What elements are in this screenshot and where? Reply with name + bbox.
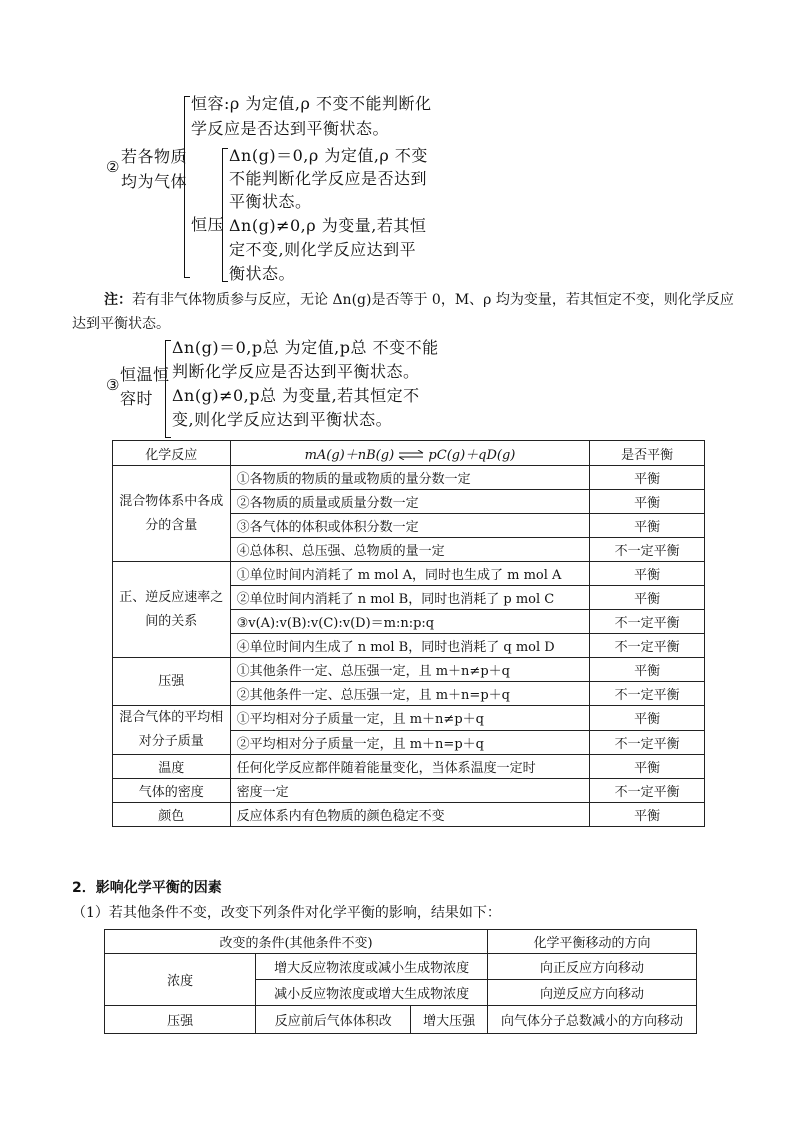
- table-row: [113, 658, 705, 682]
- category-pressure: 压强: [113, 658, 231, 706]
- cp-b-line1: Δn(g)≠0,ρ 为变量,若其恒: [229, 216, 427, 235]
- equation-left: mA(g)＋nB(g): [304, 447, 395, 463]
- result-cell: 不一定平衡: [590, 779, 705, 803]
- table-row: [113, 706, 705, 731]
- result-cell: 平衡: [590, 803, 705, 827]
- condition-cell: ④单位时间内生成了 n mol B，同时也消耗了 q mol D: [230, 634, 590, 658]
- result-cell: 不一定平衡: [590, 538, 705, 562]
- section-3-line3: Δn(g)≠0,p总 为变量,若其恒定不: [172, 386, 420, 405]
- equilibrium-criteria-table: [112, 440, 705, 827]
- cp-b-line2: 定不变,则化学反应达到平: [229, 240, 417, 259]
- result-cell: 不一定平衡: [590, 730, 705, 755]
- note-label: 注：: [104, 292, 132, 308]
- result-cell: 平衡: [590, 706, 705, 731]
- condition-cell: ①其他条件一定、总压强一定，且 m＋n≠p＋q: [230, 658, 590, 682]
- reversible-arrow-icon: [398, 450, 424, 460]
- direction-cell: 向正反应方向移动: [488, 954, 697, 980]
- condition-cell: ③各气体的体积或体积分数一定: [230, 514, 590, 538]
- table-row: [105, 954, 697, 980]
- condition-cell: 增大压强: [411, 1006, 488, 1034]
- note-line2: 达到平衡状态。: [72, 316, 170, 332]
- condition-cell: ②各物质的质量或质量分数一定: [230, 490, 590, 514]
- outer-brace: [184, 96, 190, 278]
- result-cell: 平衡: [590, 658, 705, 682]
- section-3-line2: 判断化学反应是否达到平衡状态。: [172, 362, 420, 381]
- result-cell: 平衡: [590, 466, 705, 490]
- note-text: 若有非气体物质参与反应，无论 Δn(g)是否等于 0，M、ρ 均为变量，若其恒定不变，则化学反应: [132, 292, 734, 308]
- section-3-label-line1: 恒温恒: [120, 365, 170, 384]
- cp-b-line3: 衡状态。: [229, 264, 296, 283]
- section-3-line4: 变,则化学反应达到平衡状态。: [172, 410, 393, 429]
- result-cell: 平衡: [590, 586, 705, 610]
- table-row: [113, 803, 705, 827]
- note-line1: [104, 289, 734, 311]
- header-equilibrium: 是否平衡: [590, 441, 705, 466]
- category-rate: 正、逆反应速率之间的关系: [113, 562, 231, 658]
- condition-cell: 密度一定: [230, 779, 590, 803]
- header-direction: 化学平衡移动的方向: [488, 930, 697, 954]
- condition-cell: 反应体系内有色物质的颜色稳定不变: [230, 803, 590, 827]
- result-cell: 平衡: [590, 562, 705, 586]
- section-3-brace: [165, 340, 171, 438]
- circled-number-3: ③: [106, 376, 120, 394]
- condition-cell: ①各物质的物质的量或物质的量分数一定: [230, 466, 590, 490]
- cp-a-line3: 平衡状态。: [229, 192, 312, 211]
- result-cell: 平衡: [590, 755, 705, 779]
- result-cell: 不一定平衡: [590, 682, 705, 706]
- category-molar-mass: 混合气体的平均相对分子质量: [113, 706, 231, 755]
- factors-table: [104, 929, 697, 1034]
- category-density: 气体的密度: [113, 779, 231, 803]
- condition-cell: ②其他条件一定、总压强一定，且 m＋n=p＋q: [230, 682, 590, 706]
- pressure-subcondition: 反应前后气体体积改: [256, 1006, 411, 1034]
- section-3-label-line2: 容时: [120, 389, 154, 408]
- direction-cell: 向气体分子总数减小的方向移动: [488, 1006, 697, 1034]
- header-equation: [230, 441, 590, 466]
- pressure-label: 压强: [105, 1006, 256, 1034]
- condition-cell: 减小反应物浓度或增大生成物浓度: [256, 980, 488, 1006]
- condition-cell: ③v(A):v(B):v(C):v(D)＝m:n:p:q: [230, 610, 590, 634]
- condition-cell: ①单位时间内消耗了 m mol A，同时也生成了 m mol A: [230, 562, 590, 586]
- section-2-label-line2: 均为气体: [121, 172, 188, 191]
- condition-cell: ②单位时间内消耗了 n mol B，同时也消耗了 p mol C: [230, 586, 590, 610]
- table-row: [105, 1006, 697, 1034]
- condition-cell: 任何化学反应都伴随着能量变化，当体系温度一定时: [230, 755, 590, 779]
- result-cell: 不一定平衡: [590, 610, 705, 634]
- condition-cell: 增大反应物浓度或减小生成物浓度: [256, 954, 488, 980]
- cp-a-line1: Δn(g)＝0,ρ 为定值,ρ 不变: [229, 146, 428, 165]
- const-volume-line2: 学反应是否达到平衡状态。: [191, 119, 390, 138]
- result-cell: 平衡: [590, 514, 705, 538]
- table-header-row: [113, 441, 705, 466]
- result-cell: 不一定平衡: [590, 634, 705, 658]
- const-volume-line1: 恒容:ρ 为定值,ρ 不变不能判断化: [191, 94, 432, 113]
- equation-right: pC(g)＋qD(g): [428, 447, 516, 463]
- table-row: [113, 562, 705, 586]
- direction-cell: 向逆反应方向移动: [488, 980, 697, 1006]
- condition-cell: ①平均相对分子质量一定，且 m＋n≠p＋q: [230, 706, 590, 731]
- category-content: 混合物体系中各成分的含量: [113, 466, 231, 562]
- result-cell: 平衡: [590, 490, 705, 514]
- header-reaction: 化学反应: [113, 441, 231, 466]
- condition-cell: ②平均相对分子质量一定，且 m＋n=p＋q: [230, 730, 590, 755]
- inner-brace: [222, 148, 228, 282]
- header-condition: 改变的条件(其他条件不变): [105, 930, 488, 954]
- table-row: [113, 466, 705, 490]
- section-2-label-line1: 若各物质: [121, 147, 188, 166]
- category-color: 颜色: [113, 803, 231, 827]
- table-header-row: [105, 930, 697, 954]
- table-row: [113, 779, 705, 803]
- condition-cell: ④总体积、总压强、总物质的量一定: [230, 538, 590, 562]
- category-temperature: 温度: [113, 755, 231, 779]
- table-row: [113, 755, 705, 779]
- section-heading: 2．影响化学平衡的因素: [72, 880, 222, 896]
- intro-text: （1）若其他条件不变，改变下列条件对化学平衡的影响，结果如下：: [72, 905, 501, 921]
- circled-number-2: ②: [106, 158, 120, 176]
- const-pressure-label: 恒压: [191, 215, 225, 234]
- cp-a-line2: 不能判断化学反应是否达到: [229, 169, 428, 188]
- concentration-label: 浓度: [105, 954, 256, 1006]
- section-3-line1: Δn(g)＝0,p总 为定值,p总 不变不能: [172, 338, 439, 357]
